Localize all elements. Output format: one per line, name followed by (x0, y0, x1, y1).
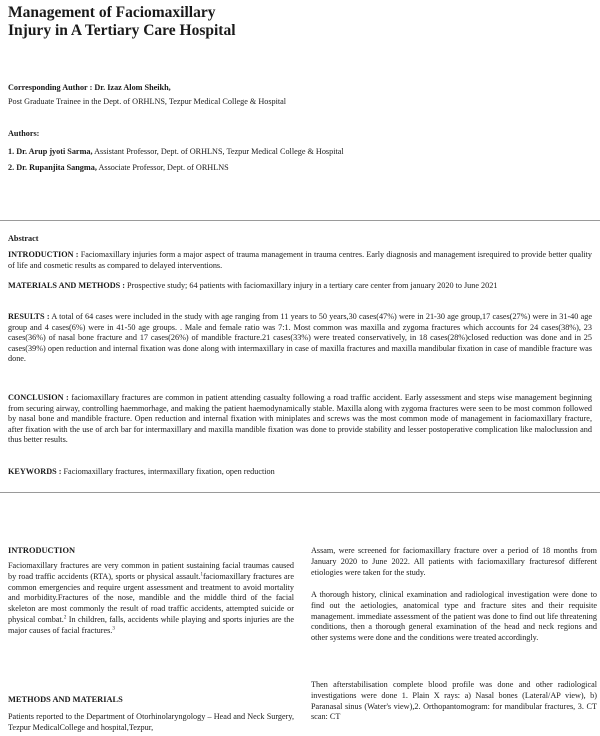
article-title (8, 4, 428, 40)
right-column-paragraph-2: A thorough history, clinical examination and radiological investigation were done to find out the aetiologies, anatomical type and fracture sites and their requisite management. immediate assessment of the patient was done to find out life threatening conditions, then a thorough general examination of the head and neck regions and other systems were done and the conditions were treated accordingly. (311, 590, 597, 643)
author-2-affiliation: Associate Professor, Dept. of ORHLNS (96, 163, 229, 172)
abstract-bottom-rule (0, 492, 600, 493)
abstract-conclusion-text: faciomaxillary fractures are common in patient attending casualty following a road traffic accident. Early assessment and steps wise management beginning from securing airway, controlling haemmorhage, and making the patient haemodynamically stable. Maxilla along with zygoma fractures were seen to be most common followed by nasal bone and mandible fracture. Open reduction and internal fixation with miniplates and screws was the most common mode of management in faciomaxillary fracture, after fixation with the use of arch bar for intermaxillary and maxilla mandible fixation was done to provide stability and lesser postoperative complication like maloclussion and thus better results. (8, 393, 593, 445)
author-2 (8, 162, 229, 173)
abstract-introduction-label: INTRODUCTION : (8, 250, 79, 259)
abstract-introduction-text: Faciomaxillary injuries form a major aspect of trauma management in trauma centres. Early diagnosis and management isrequired to provide better quality of life and cosmetic results as compared to delayed interventions. (8, 250, 592, 270)
methods-heading: METHODS AND MATERIALS (8, 695, 123, 704)
introduction-paragraph (8, 561, 294, 637)
right-column-paragraph-1: Assam, were screened for faciomaxillary fracture over a period of 18 months from January 2020 to June 2022. All patients with faciomaxillary fracturesof different etiologies were taken for the study. (311, 546, 597, 577)
corresponding-affiliation: Post Graduate Trainee in the Dept. of ORHLNS, Tezpur Medical College & Hospital (8, 97, 287, 106)
author-2-name: 2. Dr. Rupanjita Sangma, (8, 163, 97, 172)
title-line-2: Injury in A Tertiary Care Hospital (8, 22, 236, 39)
abstract-conclusion-label: CONCLUSION : (8, 393, 69, 402)
abstract-materials-methods-label: MATERIALS AND METHODS : (8, 281, 125, 290)
abstract-heading: Abstract (8, 234, 39, 243)
abstract-keywords-label: KEYWORDS : (8, 467, 62, 476)
abstract-results-label: RESULTS : (8, 312, 50, 321)
right-column-paragraph-3: Then afterstabilisation complete blood profile was done and other radiological investigations were done 1. Plain X rays: a) Nasal bones (Lateral/AP view), b) Paranasal sinus (Water's view),2. Orthopantomogram: for mandibular fractures, 3. CT scan: CT (311, 680, 597, 722)
reference-2: 2 (63, 615, 67, 621)
authors-heading: Authors: (8, 129, 40, 138)
introduction-text-a: Faciomaxillary fractures are very common in patient sustaining facial traumas caused by road traffic accidents (RTA), sports or physical assault. (8, 561, 294, 581)
reference-3: 3 (112, 626, 115, 632)
abstract-keywords (8, 467, 592, 478)
methods-paragraph: Patients reported to the Department of Otorhinolaryngology – Head and Neck Surgery, Tezpur MedicalCollege and hospital,Tezpur, (8, 712, 294, 732)
abstract-keywords-text: Faciomaxillary fractures, intermaxillary fixation, open reduction (61, 467, 275, 476)
author-1 (8, 146, 344, 157)
abstract-introduction (8, 250, 592, 271)
introduction-text-b: faciomaxillary fractures are common emergencies and require urgent assessment and treatment to avoid mortality and morbidity.Fractures of the nose, mandible and the middle third of the facial skeleton are most commonly the result of road traffic accidents, attempted suicide or physical combat. (8, 571, 294, 624)
author-1-name: 1. Dr. Arup jyoti Sarma, (8, 147, 93, 156)
introduction-text-c: In children, falls, accidents while playing and sports injuries are the major causes of facial fractures. (8, 614, 294, 635)
abstract-materials-methods (8, 281, 592, 292)
title-line-1: Management of Faciomaxillary (8, 4, 216, 21)
abstract-results-text: A total of 64 cases were included in the study with age ranging from 11 years to 50 years,30 cases(47%) were in 21-30 age group,17 cases(27%) were in 31-40 age group and 4 cases(6%) were in 41-50 age groups. . Male and female ratio was 7:1. Most common was maxilla and zygoma fractures which accounts for 24 cases(38%), 23 cases(36%) of nasal bone fracture and 17 cases(26%) of mandible fracture.21 cases(33%) were treated conservatively, in 18 cases(28%)closed reduction was done and in 25 cases(39%) open reduction and internal fixation was done along with intermaxillary in case of maxilla fractures and maxilla mandibular fixation in case of mandible fracture was done. (8, 312, 592, 364)
abstract-top-rule (0, 220, 600, 221)
abstract-results (8, 312, 592, 365)
abstract-materials-methods-text: Prospective study; 64 patients with faciomaxillary injury in a tertiary care center from january 2020 to June 2021 (125, 281, 498, 290)
abstract-conclusion (8, 393, 592, 446)
corresponding-author: Corresponding Author : Dr. Izaz Alom Sheikh, (8, 83, 171, 92)
introduction-heading: INTRODUCTION (8, 546, 76, 555)
author-1-affiliation: Assistant Professor, Dept. of ORHLNS, Tezpur Medical College & Hospital (92, 147, 344, 156)
reference-1: 1 (200, 572, 203, 578)
